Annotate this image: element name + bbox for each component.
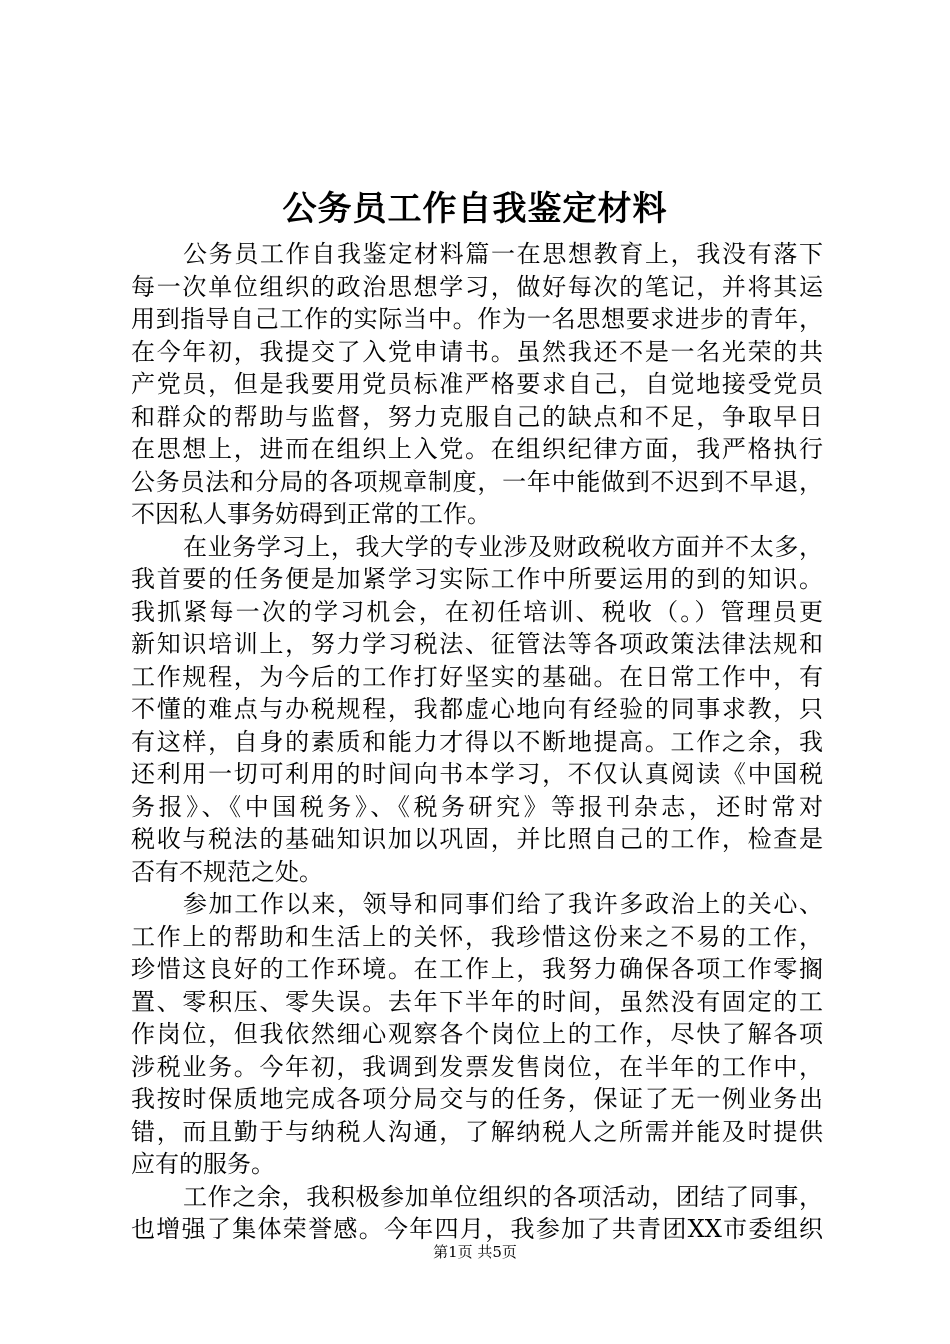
text-line: 不因私人事务妨碍到正常的工作。 bbox=[131, 500, 491, 528]
text-line: 珍惜这良好的工作环境。在工作上，我努力确保各项工作零搁 bbox=[131, 955, 823, 983]
document-title: 公务员工作自我鉴定材料 bbox=[282, 189, 668, 229]
page-number-footer: 第1页 共5页 bbox=[433, 1243, 517, 1261]
text-line: 涉税业务。今年初，我调到发票发售岗位，在半年的工作中， bbox=[131, 1052, 823, 1081]
text-line: 每一次单位组织的政治思想学习，做好每次的笔记，并将其运 bbox=[131, 272, 823, 301]
text-line: 作岗位，但我依然细心观察各个岗位上的工作，尽快了解各项 bbox=[131, 1020, 823, 1048]
paragraph bbox=[131, 888, 823, 1181]
text-line: 用到指导自己工作的实际当中。作为一名思想要求进步的青年， bbox=[131, 305, 823, 333]
text-line: 应有的服务。 bbox=[131, 1150, 275, 1178]
text-line: 我按时保质地完成各项分局交与的任务，保证了无一例业务出 bbox=[131, 1085, 823, 1113]
text-line: 有这样，自身的素质和能力才得以不断地提高。工作之余，我 bbox=[131, 727, 823, 756]
text-line: 税收与税法的基础知识加以巩固，并比照自己的工作，检查是 bbox=[131, 825, 823, 853]
text-line: 我抓紧每一次的学习机会，在初任培训、税收（。）管理员更 bbox=[131, 597, 823, 626]
text-line: 工作之余，我积极参加单位组织的各项活动，团结了同事， bbox=[183, 1182, 823, 1211]
paragraph bbox=[131, 531, 823, 889]
text-line: 错，而且勤于与纳税人沟通，了解纳税人之所需并能及时提供 bbox=[131, 1117, 823, 1146]
text-line: 否有不规范之处。 bbox=[131, 857, 323, 886]
text-line: 不懂的难点与办税规程，我都虚心地向有经验的同事求教，只 bbox=[131, 695, 823, 723]
text-line: 公务员工作自我鉴定材料篇一在思想教育上，我没有落下 bbox=[183, 240, 823, 268]
document-body bbox=[131, 238, 823, 1246]
text-line: 置、零积压、零失误。去年下半年的时间，虽然没有固定的工 bbox=[131, 987, 823, 1016]
text-line: 在思想上，进而在组织上入党。在组织纪律方面，我严格执行 bbox=[131, 435, 823, 463]
text-line: 还利用一切可利用的时间向书本学习，不仅认真阅读《中国税 bbox=[131, 760, 823, 788]
text-line: 在业务学习上，我大学的专业涉及财政税收方面并不太多， bbox=[183, 532, 823, 561]
text-line: 产党员，但是我要用党员标准严格要求自己，自觉地接受党员 bbox=[131, 370, 823, 398]
text-line: 务报》、《中国税务》、《税务研究》等报刊杂志，还时常对 bbox=[131, 792, 823, 821]
text-line: 工作上的帮助和生活上的关怀，我珍惜这份来之不易的工作， bbox=[131, 922, 823, 951]
paragraph bbox=[131, 1181, 823, 1246]
text-line: 我首要的任务便是加紧学习实际工作中所要运用的到的知识。 bbox=[131, 565, 823, 593]
text-line: 工作规程，为今后的工作打好坚实的基础。在日常工作中，有 bbox=[131, 662, 823, 691]
text-line: 公务员法和分局的各项规章制度，一年中能做到不迟到不早退， bbox=[131, 467, 823, 496]
text-line: 参加工作以来，领导和同事们给了我许多政治上的关心、 bbox=[183, 890, 823, 918]
text-line: 在今年初，我提交了入党申请书。虽然我还不是一名光荣的共 bbox=[131, 337, 823, 366]
text-line: 也增强了集体荣誉感。今年四月，我参加了共青团XX市委组织 bbox=[131, 1215, 823, 1243]
text-line: 新知识培训上，努力学习税法、征管法等各项政策法律法规和 bbox=[131, 630, 823, 658]
paragraph bbox=[131, 238, 823, 531]
text-line: 和群众的帮助与监督，努力克服自己的缺点和不足，争取早日 bbox=[131, 402, 823, 431]
